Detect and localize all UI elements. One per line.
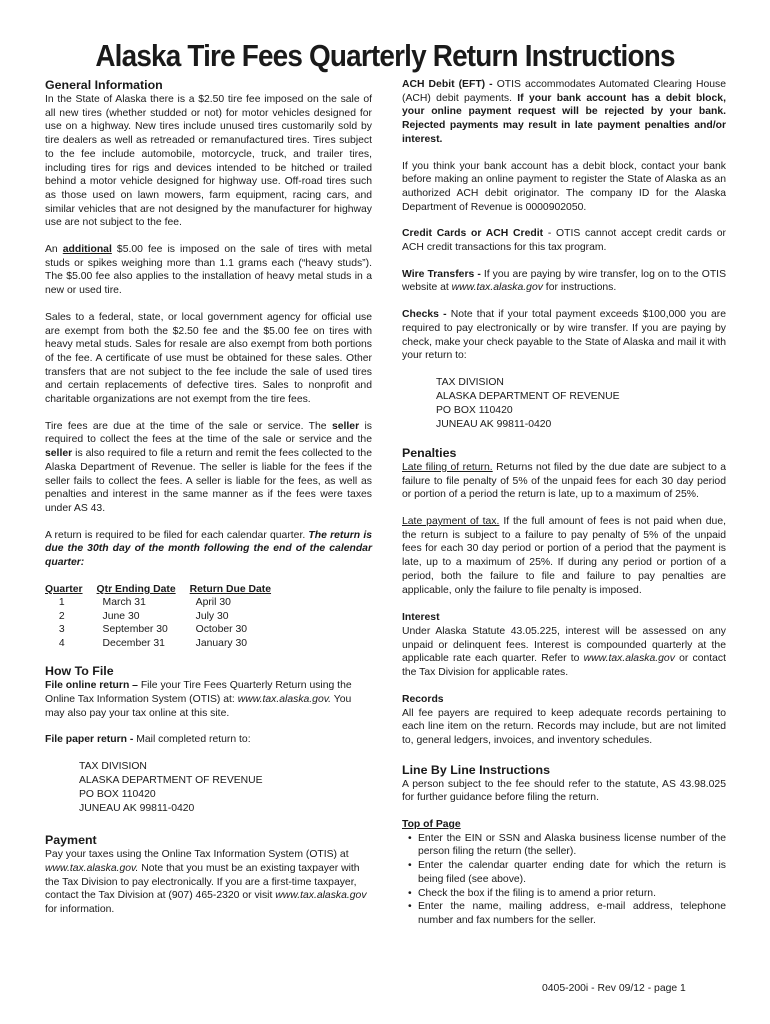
text-span: File your Tire Fees Quarterly Return using the Online Tax Information System (OTIS) at:	[45, 680, 352, 705]
checks-label: Checks -	[402, 309, 447, 321]
general-paragraph-2	[45, 243, 372, 298]
check-mailing-address	[402, 376, 726, 432]
general-paragraph-3: Sales to a federal, state, or local government agency for official use are exempt from both the $2.50 fee and the $5.00 fee on tires with heavy metal studs. Sales for resale are also exempt from both portions of the fee. A certificate of use must be obtained for these sales. Other transfers that are not subject to the fee include the sale of used tires and certain replacements of defective tires. Sales to nonprofit and charitable organizations are not exempt from the tire fees.	[45, 311, 372, 406]
text-span: If you are paying by wire transfer, log on to the OTIS website at	[402, 268, 726, 294]
text-span: Pay your taxes using the Online Tax Information System (OTIS) at	[45, 849, 349, 861]
column-header: Return Due Date	[189, 583, 272, 595]
text-span: Note that if your total payment exceeds $100,000 you are required to pay electronically or by wire transfer. If you are paying by check, make your check payable to the State of Alaska and mail it with your return to:	[402, 309, 726, 362]
page-title: Alaska Tire Fees Quarterly Return Instructions	[95, 38, 675, 73]
address-line: ALASKA DEPARTMENT OF REVENUE	[436, 390, 620, 402]
general-paragraph-4	[45, 420, 372, 516]
quarter-cell: 2	[58, 610, 65, 622]
top-of-page-heading: Top of Page	[402, 819, 461, 831]
ending-date-cell: June 30	[102, 610, 140, 622]
table-row	[45, 623, 285, 637]
payment-heading: Payment	[45, 833, 97, 848]
debit-block-paragraph: If you think your bank account has a debit block, contact your bank before making an online payment to register the State of Alaska as an authorized ACH debit originator. The company ID for the Alaska Department of Revenue is 0000902050.	[402, 160, 726, 213]
address-line: PO BOX 110420	[436, 404, 513, 416]
text-span: Returns not filed by the due date are subject to a failure to file penalty of 5% of the unpaid fees for each 30 day period or portion of a period the return is late, up to a maximum of 25%.	[402, 461, 726, 501]
quarter-table	[45, 583, 285, 651]
text-span: If the full amount of fees is not paid when due, the return is subject to a failure to pay penalty of 5% of the unpaid fees for each 30 day period or portion of a period that the payment is late, up to a maximum of 25%. If during any period or portion of a period, both the failure to file and failure to pay penalties are applicable, only the failure to file penalty is imposed.	[402, 516, 726, 596]
file-paper-label: File paper return -	[45, 734, 134, 746]
quarter-cell: 1	[58, 597, 65, 609]
due-date-cell: October 30	[195, 624, 248, 636]
how-to-file-heading: How To File	[45, 664, 114, 679]
table-row	[45, 610, 285, 624]
ach-label: ACH Debit (EFT) -	[402, 79, 493, 90]
seller-emphasis: seller	[331, 420, 360, 432]
quarter-cell: 3	[58, 624, 65, 636]
address-line: ALASKA DEPARTMENT OF REVENUE	[79, 775, 263, 787]
otis-link[interactable]: www.tax.alaska.gov.	[237, 694, 332, 705]
top-of-page-list	[402, 832, 726, 928]
quarter-table-header	[45, 583, 285, 597]
interest-heading: Interest	[402, 612, 440, 624]
late-filing-label: Late filing of return.	[402, 461, 493, 473]
page-footer: 0405-200i - Rev 09/12 - page 1	[542, 983, 686, 994]
address-line: TAX DIVISION	[436, 376, 504, 388]
text-span: Mail completed return to:	[133, 734, 251, 746]
list-item: • Enter the calendar quarter ending date for which the return is being filed (see above).	[418, 859, 726, 886]
general-paragraph-5	[45, 529, 372, 570]
late-payment-paragraph	[402, 515, 726, 597]
list-item: • Enter the name, mailing address, e-mail address, telephone number and fax numbers for the seller.	[418, 900, 726, 927]
list-item: • Enter the EIN or SSN and Alaska business license number of the person filing the return (the seller).	[418, 832, 726, 859]
additional-emphasis: additional	[62, 244, 112, 256]
list-item: • Check the box if the filing is to amend a prior return.	[418, 887, 726, 901]
records-heading: Records	[402, 693, 444, 705]
table-row	[45, 637, 285, 651]
ending-date-cell: September 30	[102, 624, 168, 636]
records-paragraph: All fee payers are required to keep adequate records pertaining to each line item on the return. Records may include, but are not limited to, general ledgers, invoices, and inventory schedules.	[402, 707, 726, 746]
address-line: JUNEAU AK 99811-0420	[436, 418, 552, 430]
text-span: A return is required to be filed for each calendar quarter.	[45, 529, 309, 541]
address-line: JUNEAU AK 99811-0420	[79, 803, 195, 815]
ending-date-cell: March 31	[102, 597, 146, 609]
text-span: is also required to file a return and remit the fees collected to the Alaska Department of Revenue. The seller is liable for the fees if the seller fails to collect the fees. A seller is liable for the fees, as well as penalties and interest in the same manner as if the fees were taxes under AS 43.	[45, 448, 372, 514]
ach-warning: If your bank account has a debit block, your online payment request will be rejected by your bank. Rejected payments may result in late payment penalties and/or interest.	[402, 92, 726, 145]
text-span: An	[45, 244, 63, 256]
credit-card-paragraph	[402, 227, 726, 254]
text-span: for information.	[45, 903, 115, 915]
text-span: Under Alaska Statute 43.05.225, interest will be assessed on any unpaid or delinquent fees. Interest is compounded quarterly at the applicable rate each quarter. Refer to	[402, 625, 726, 665]
due-date-cell: January 30	[195, 637, 248, 649]
general-information-heading: General Information	[45, 78, 163, 92]
text-span: Note that you must be an existing taxpayer with the Tax Division to pay electronically. If you are a first-time taxpayer, contact the Tax Division at (907) 465-2320 or visit	[45, 862, 360, 902]
right-column	[402, 78, 726, 928]
ending-date-cell: December 31	[102, 637, 165, 649]
text-span: $5.00 fee is imposed on the sale of tires with metal studs or spikes weighing more than 1.1 grams each (“heavy studs”). The $5.00 fee also applies to the installation of heavy metal studs in a new or used tire.	[45, 244, 372, 297]
general-paragraph-1: In the State of Alaska there is a $2.50 tire fee imposed on the sale of all new tires (whether studded or not) for motor vehicles designed for use on a highway. New tires include unused tires customarily sold by tire dealers as well as retreaded or remanufactured tires. Tires subject to the fee include automobile, motorcycle, truck, and trailer tires, including tires for rigs and devices intended to be hitched or trailed behind a motor vehicle designed for highway use. Off-road tires such as those used on lawn mowers, farm equipment, racing cars, and similar vehicles that are not designed by the manufacturer for highway use are not subject to the fee.	[45, 94, 372, 229]
seller-emphasis: seller	[45, 448, 73, 460]
column-header: Quarter	[45, 583, 83, 595]
due-date-cell: July 30	[195, 610, 229, 622]
late-payment-label: Late payment of tax.	[402, 516, 500, 528]
file-online-label: File online return –	[45, 680, 138, 692]
address-line: PO BOX 110420	[79, 789, 156, 801]
tax-website-link[interactable]: www.tax.alaska.gov	[583, 653, 675, 665]
quarter-cell: 4	[58, 637, 65, 649]
text-span: or contact the Tax Division for applicable rates.	[402, 653, 726, 679]
tax-website-link[interactable]: www.tax.alaska.gov	[275, 890, 367, 902]
wire-transfer-paragraph	[402, 268, 726, 295]
wire-transfer-label: Wire Transfers -	[402, 268, 481, 280]
line-by-line-paragraph: A person subject to the fee should refer to the statute, AS 43.98.025 for further guidance before filing the return.	[402, 778, 726, 804]
late-filing-paragraph	[402, 461, 726, 502]
text-span: - OTIS cannot accept credit cards or ACH credit transactions for this tax program.	[402, 228, 726, 254]
text-span: OTIS accommodates Automated Clearing House (ACH) debit payments.	[402, 79, 726, 104]
interest-paragraph	[402, 625, 726, 680]
credit-card-label: Credit Cards or ACH Credit	[402, 228, 544, 240]
checks-paragraph	[402, 308, 726, 363]
mailing-address	[45, 760, 372, 816]
address-line: TAX DIVISION	[79, 761, 147, 773]
file-paper-paragraph	[45, 733, 372, 747]
penalties-heading: Penalties	[402, 445, 457, 460]
due-date-emphasis: The return is due the 30th day of the month following the end of the calendar quarter:	[45, 529, 372, 569]
text-span: is required to collect the fees at the time of the sale or service and the	[45, 420, 372, 446]
table-row	[45, 596, 285, 610]
otis-link[interactable]: www.tax.alaska.gov.	[45, 862, 139, 874]
due-date-cell: April 30	[195, 597, 231, 609]
left-column	[45, 78, 372, 917]
file-online-paragraph	[45, 679, 372, 720]
payment-paragraph	[45, 848, 372, 917]
tax-website-link[interactable]: www.tax.alaska.gov	[451, 282, 543, 294]
text-span: You may also pay your tax online at this site.	[45, 694, 352, 719]
column-header: Qtr Ending Date	[96, 583, 176, 595]
text-span: for instructions.	[542, 282, 617, 294]
text-span: Tire fees are due at the time of the sale or service. The	[45, 420, 332, 432]
ach-paragraph	[402, 78, 726, 147]
line-by-line-heading: Line By Line Instructions	[402, 762, 551, 777]
